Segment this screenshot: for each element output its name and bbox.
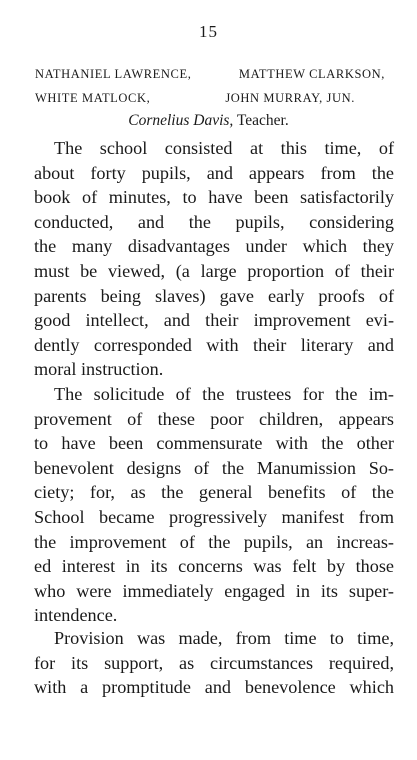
paragraph-line: moral instruction. — [34, 359, 164, 380]
paragraph-line: book of minutes, to have been satisfactorily — [34, 187, 394, 208]
paragraph-school-pupils — [34, 136, 394, 382]
teacher-line — [0, 112, 417, 130]
trustee-name: WHITE MATLOCK, — [35, 91, 151, 105]
paragraph-line: ed interest in its concerns was felt by those — [34, 556, 394, 577]
trustee-names-line-1 — [35, 67, 385, 82]
teacher-name: Cornelius Davis, — [128, 112, 234, 129]
trustee-name: JOHN MURRAY, JUN. — [225, 91, 355, 105]
paragraph-line: provement of these poor children, appears — [34, 408, 394, 429]
trustee-name: MATTHEW CLARKSON, — [238, 67, 385, 81]
paragraph-line: for its support, as circumstances required, — [34, 652, 394, 673]
paragraph-provision — [34, 626, 394, 700]
paragraph-line: the many disadvantages under which they — [34, 236, 394, 257]
paragraph-line: benevolent designs of the Manumission So- — [34, 457, 394, 478]
paragraph-line: with a promptitude and benevolence which — [34, 677, 394, 698]
paragraph-line: conducted, and the pupils, considering — [34, 211, 394, 232]
paragraph-line: Provision was made, from time to time, — [54, 628, 394, 648]
paragraph-line: ciety; for, as the general benefits of the — [34, 482, 394, 503]
paragraph-line: good intellect, and their improvement evi- — [34, 310, 394, 331]
trustee-names-line-2 — [35, 91, 355, 106]
paragraph-line: who were immediately engaged in its super- — [34, 580, 394, 601]
paragraph-line: intendence. — [34, 605, 118, 626]
page-number: 15 — [199, 22, 218, 41]
paragraph-line: about forty pupils, and appears from the — [34, 162, 394, 183]
paragraph-line: The solicitude of the trustees for the im- — [54, 384, 394, 404]
paragraph-line: to have been commensurate with the other — [34, 433, 394, 454]
paragraph-line: parents being slaves) gave early proofs of — [34, 285, 394, 306]
paragraph-trustees-solicitude — [34, 382, 394, 628]
paragraph-line: the improvement of the pupils, an increas- — [34, 531, 394, 552]
trustee-name: NATHANIEL LAWRENCE, — [35, 67, 192, 81]
paragraph-line: School became progressively manifest from — [34, 506, 394, 527]
paragraph-line: dently corresponded with their literary and — [34, 334, 394, 355]
teacher-role: Teacher. — [236, 112, 289, 129]
paragraph-line: must be viewed, (a large proportion of their — [34, 260, 394, 281]
paragraph-line: The school consisted at this time, of — [54, 138, 394, 158]
